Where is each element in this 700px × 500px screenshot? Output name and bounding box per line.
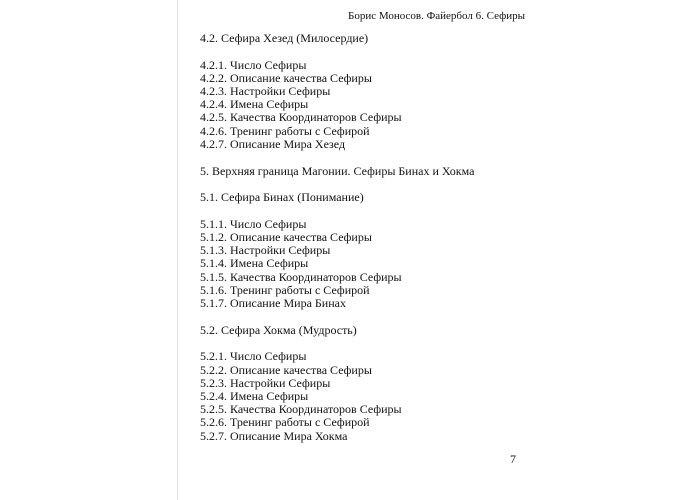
toc-item: 4.2.6. Тренинг работы с Сефирой: [200, 123, 370, 138]
toc-item: 4.2.7. Описание Мира Хезед: [200, 136, 346, 151]
toc-item: 4.2.4. Имена Сефиры: [200, 97, 309, 112]
page-number: 7: [510, 452, 516, 466]
toc-item: 5.1.3. Настройки Сефиры: [200, 243, 331, 258]
section-heading: 5.2. Сефира Хокма (Мудрость): [200, 322, 357, 337]
table-of-contents: [200, 32, 660, 443]
toc-item: 4.2.2. Описание качества Сефиры: [200, 70, 372, 85]
toc-item: 5.1.2. Описание качества Сефиры: [200, 230, 372, 245]
running-header: Борис Моносов. Файербол 6. Сефиры: [348, 10, 526, 22]
toc-item: 4.2.3. Настройки Сефиры: [200, 84, 331, 99]
toc-item: 5.2.4. Имена Сефиры: [200, 388, 309, 403]
section-heading: 5.1. Сефира Бинах (Понимание): [200, 190, 364, 205]
toc-item: 5.2.2. Описание качества Сефиры: [200, 362, 372, 377]
chapter-heading: 5. Верхняя граница Магонии. Сефиры Бинах и Хокма: [200, 163, 475, 178]
toc-item: 5.1.7. Описание Мира Бинах: [200, 296, 346, 310]
section-heading: 4.2. Сефира Хезед (Милосердие): [200, 31, 369, 45]
toc-item: 5.1.5. Качества Координаторов Сефиры: [200, 269, 402, 284]
toc-item: 5.1.6. Тренинг работы с Сефирой: [200, 282, 370, 297]
toc-item: 5.2.5. Качества Координаторов Сефиры: [200, 402, 402, 417]
toc-item: 4.2.5. Качества Координаторов Сефиры: [200, 110, 402, 125]
toc-item: 5.2.7. Описание Мира Хокма: [200, 428, 348, 443]
toc-item: 5.2.3. Настройки Сефиры: [200, 375, 331, 390]
toc-item: 5.1.1. Число Сефиры: [200, 216, 307, 231]
toc-item: 4.2.1. Число Сефиры: [200, 57, 307, 72]
toc-item: 5.2.6. Тренинг работы с Сефирой: [200, 415, 370, 430]
toc-item: 5.1.4. Имена Сефиры: [200, 256, 309, 271]
toc-item: 5.2.1. Число Сефиры: [200, 349, 307, 364]
